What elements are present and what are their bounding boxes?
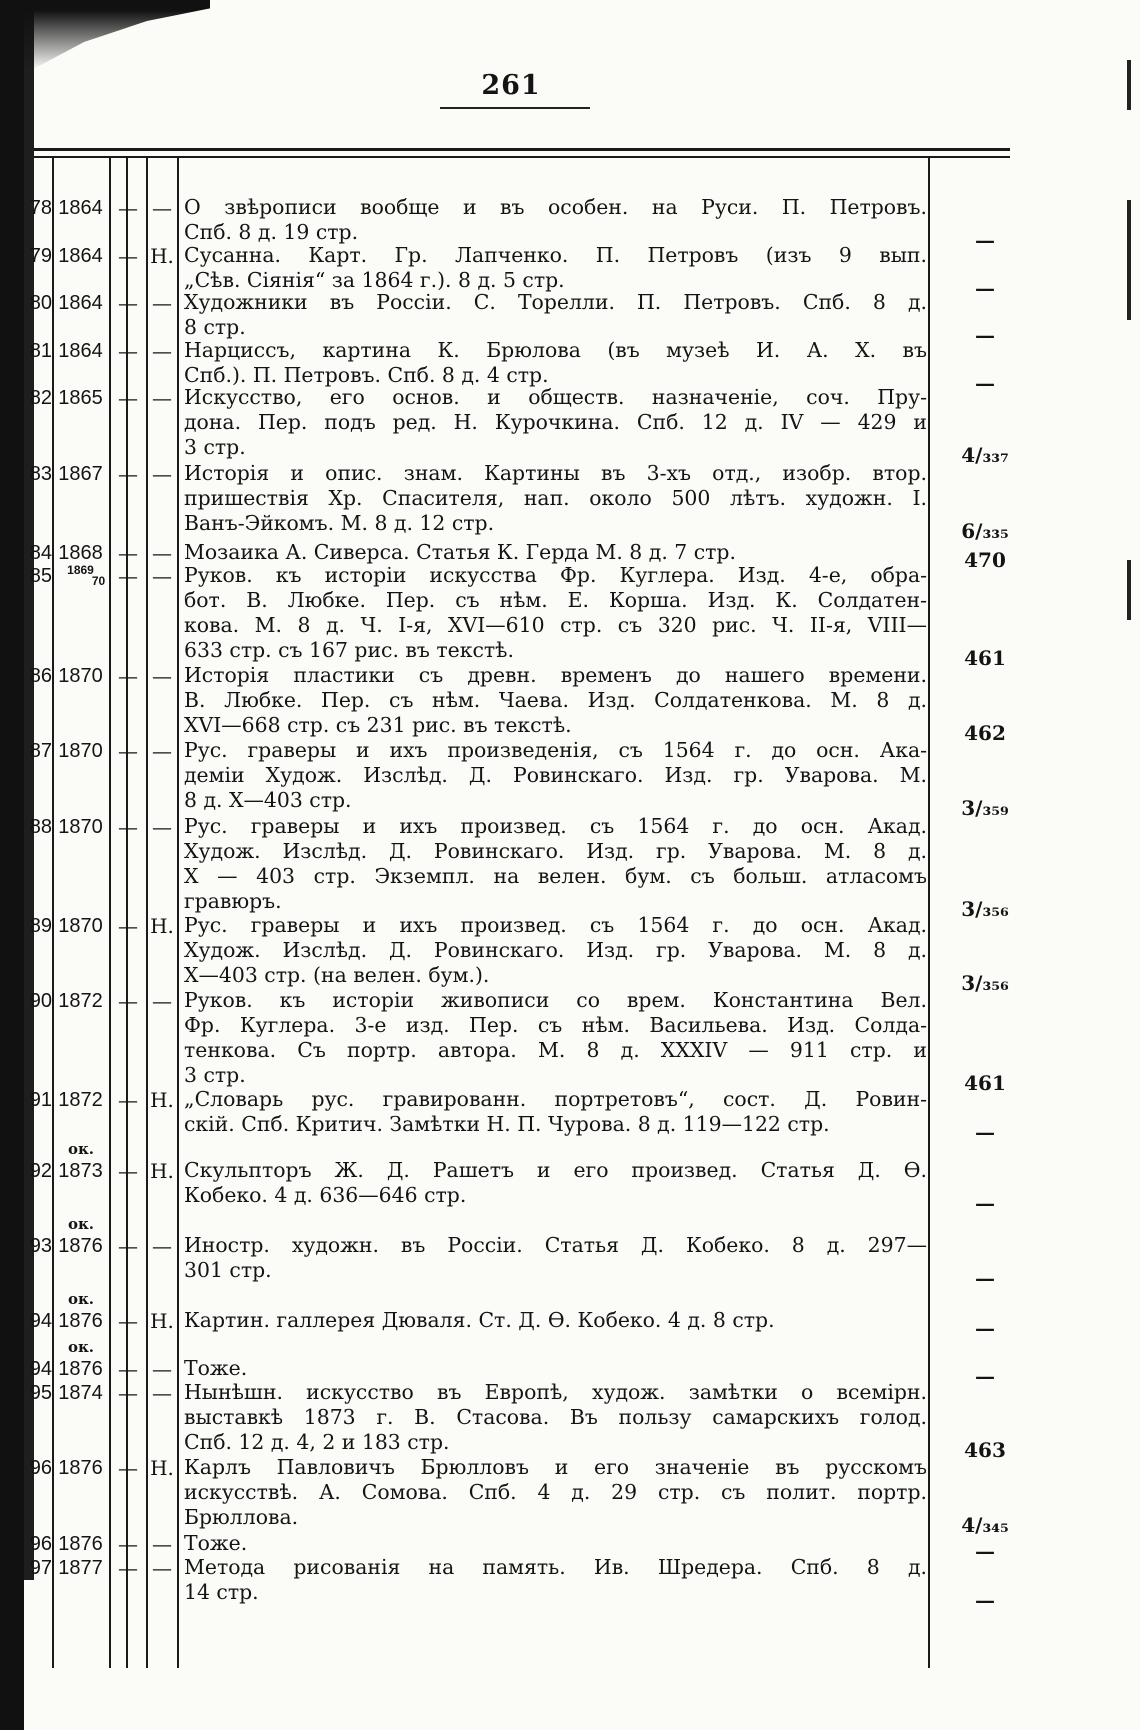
entry-year: 1864 xyxy=(58,292,103,314)
entry-flag-1: — xyxy=(118,1234,138,1258)
entry-number: 89 xyxy=(29,915,52,937)
entry-number: 78 xyxy=(29,197,52,219)
entry-flag-2: — xyxy=(152,339,172,363)
entry-year: 1870 xyxy=(58,740,103,762)
scan-speck xyxy=(1127,200,1131,320)
entry-number: 92 xyxy=(29,1160,52,1182)
entry-text xyxy=(184,385,927,460)
entry-text-line: 633 стр. съ 167 рис. въ текстѣ. xyxy=(184,638,514,662)
entry-text-line: выставкѣ 1873 г. В. Стасова. Въ пользу самарскихъ голод. xyxy=(184,1405,927,1429)
entry-text-line: XVI—668 стр. съ 231 рис. въ текстѣ. xyxy=(184,713,572,737)
entry-flag-2: — xyxy=(152,1532,172,1556)
entry-text-line: кова. М. 8 д. Ч. I-я, XVI—610 стр. съ 320 рис. Ч. II-я, VIII— xyxy=(184,613,927,637)
entry-price: — xyxy=(975,1191,995,1215)
entry-flag-2: — xyxy=(152,1357,172,1381)
entry-text-line: Фр. Куглера. 3-е изд. Пер. съ нѣм. Васильева. Изд. Солда- xyxy=(184,1013,927,1037)
header-rule-top xyxy=(34,148,1010,151)
entry-flag-1: — xyxy=(118,1381,138,1405)
entry-price: — xyxy=(975,1266,995,1290)
entry-number: 90 xyxy=(29,990,52,1012)
entry-text-line: Спб. 8 д. 19 стр. xyxy=(184,220,359,244)
entry-text-line: „Сѣв. Сіянія“ за 1864 г.). 8 д. 5 стр. xyxy=(184,268,565,292)
entry-text-line: Худож. Изслѣд. Д. Ровинскаго. Изд. гр. Уварова. М. 8 д. xyxy=(184,839,927,863)
entry-text-line: дона. Пер. подъ ред. Н. Курочкина. Спб. 12 д. IV — 429 и xyxy=(184,410,927,434)
entry-number: 88 xyxy=(29,816,52,838)
entry-price: — xyxy=(975,1588,995,1612)
entry-flag-1: — xyxy=(118,339,138,363)
year-note: ок. xyxy=(67,1215,95,1233)
entry-text-line: 8 стр. xyxy=(184,315,246,339)
entry-price: — xyxy=(975,1120,995,1144)
scan-edge-shadow-inner xyxy=(24,0,34,1580)
entry-text-line: Картин. галлерея Дюваля. Ст. Д. Ѳ. Кобеко. 4 д. 8 стр. xyxy=(184,1308,775,1332)
entry-number: 81 xyxy=(29,340,52,362)
entry-text xyxy=(184,1233,927,1283)
entry-text xyxy=(184,1158,927,1208)
entry-text xyxy=(184,563,927,663)
entry-flag-2: — xyxy=(152,291,172,315)
entry-price: 4/₃₃₇ xyxy=(961,443,1009,467)
entry-price: — xyxy=(975,1539,995,1563)
year-note: ок. xyxy=(67,1290,95,1308)
entry-price: — xyxy=(975,371,995,395)
entry-year: 1867 xyxy=(58,463,103,485)
entry-text-line: Кобеко. 4 д. 636—646 стр. xyxy=(184,1183,467,1207)
entry-flag-1: — xyxy=(118,1357,138,1381)
entry-text xyxy=(184,1455,927,1530)
entry-text-line: Нарциссъ, картина К. Брюлова (въ музеѣ И. А. Х. въ xyxy=(184,338,927,362)
entry-text-line: Мозаика А. Сиверса. Статья К. Герда М. 8 д. 7 стр. xyxy=(184,540,736,564)
entry-year: 1874 xyxy=(58,1382,103,1404)
entry-year: 1876 xyxy=(58,1457,103,1479)
entry-number: 86 xyxy=(29,665,52,687)
entry-year: 1865 xyxy=(58,387,103,409)
entry-year: 1870 xyxy=(58,915,103,937)
entry-year: 1864 xyxy=(58,197,103,219)
entry-flag-2: — xyxy=(152,739,172,763)
entry-number: 91 xyxy=(29,1089,52,1111)
entry-text-line: искусствѣ. А. Сомова. Спб. 4 д. 29 стр. съ полит. портр. xyxy=(184,1480,927,1504)
entry-price: — xyxy=(975,1364,995,1388)
entry-year: 1870 xyxy=(58,665,103,687)
entry-flag-2: — xyxy=(152,541,172,565)
entry-year: 1864 xyxy=(58,245,103,267)
entry-flag-1: — xyxy=(118,291,138,315)
entry-text xyxy=(184,1531,927,1556)
entry-text-line: деміи Худож. Изслѣд. Д. Ровинскаго. Изд. гр. Уварова. М. xyxy=(184,763,927,787)
entry-flag-2: — xyxy=(152,1381,172,1405)
entry-flag-1: — xyxy=(118,1456,138,1480)
header-rule-bottom xyxy=(34,156,1010,158)
entry-text xyxy=(184,290,927,340)
entry-year: 1872 xyxy=(58,1089,103,1111)
entry-number: 79 xyxy=(29,245,52,267)
entry-text-line: тенкова. Съ портр. автора. М. 8 д. XXXIV — 911 стр. и xyxy=(184,1038,927,1062)
entry-year: 1876 xyxy=(58,1310,103,1332)
entry-text xyxy=(184,1087,927,1137)
entry-text xyxy=(184,663,927,738)
entry-price: — xyxy=(975,1316,995,1340)
entry-flag-1: — xyxy=(118,1159,138,1183)
entry-text-line: Исторія пластики съ древн. временъ до нашего времени. xyxy=(184,663,927,687)
entry-flag-1: — xyxy=(118,1532,138,1556)
entry-flag-1: — xyxy=(118,1088,138,1112)
year-note: ок. xyxy=(67,1338,95,1356)
entry-text-line: Руков. къ исторіи живописи со врем. Константина Вел. xyxy=(184,988,927,1012)
entry-flag-1: — xyxy=(118,1556,138,1580)
entry-text-line: Скульпторъ Ж. Д. Рашетъ и его произвед. Статья Д. Ѳ. xyxy=(184,1158,927,1182)
entry-text-line: Тоже. xyxy=(184,1356,248,1380)
entry-year: 1870 xyxy=(58,816,103,838)
entry-price: 6/₃₃₅ xyxy=(961,519,1009,543)
entry-year: 1872 xyxy=(58,990,103,1012)
entry-flag-2: — xyxy=(152,815,172,839)
entry-price: 470 xyxy=(964,548,1006,572)
entry-text-line: Спб. 12 д. 4, 2 и 183 стр. xyxy=(184,1430,450,1454)
entry-number: 84 xyxy=(29,542,52,564)
entry-price: 3/₃₅₉ xyxy=(961,796,1009,820)
entry-number: 82 xyxy=(29,387,52,409)
entry-text xyxy=(184,338,927,388)
entry-flag-2: — xyxy=(152,1556,172,1580)
entry-flag-1: — xyxy=(118,541,138,565)
entry-number: 97 xyxy=(29,1557,52,1579)
entry-flag-2: Н. xyxy=(150,1159,174,1183)
entry-text-line: Искусство, его основ. и обществ. назначеніе, соч. Пру- xyxy=(184,385,927,409)
entry-text-line: Исторія и опис. знам. Картины въ 3-хъ отд., изобр. втор. xyxy=(184,461,927,485)
entry-text xyxy=(184,243,927,293)
entry-flag-1: — xyxy=(118,664,138,688)
entry-number: 96 xyxy=(29,1533,52,1555)
entry-text-line: Руков. къ исторіи искусства Фр. Куглера. Изд. 4-е, обра- xyxy=(184,563,927,587)
entry-text-line: 301 стр. xyxy=(184,1258,272,1282)
entry-flag-1: — xyxy=(118,244,138,268)
entry-text xyxy=(184,738,927,813)
entry-price: 463 xyxy=(964,1438,1006,1462)
entry-text-line: X — 403 стр. Экземпл. на велен. бум. съ больш. атласомъ xyxy=(184,864,927,888)
entry-number: 94 xyxy=(29,1358,52,1380)
entry-flag-2: — xyxy=(152,989,172,1013)
entry-text-line: О звѣрописи вообще и въ особен. на Руси. П. Петровъ. xyxy=(184,195,927,219)
entry-year: 1869 xyxy=(67,563,94,577)
entry-flag-2: — xyxy=(152,196,172,220)
entry-number: 95 xyxy=(29,1382,52,1404)
entry-price: 461 xyxy=(964,646,1006,670)
entry-number: 94 xyxy=(29,1310,52,1332)
entry-year: 1873 xyxy=(58,1160,103,1182)
entry-text-line: Ванъ-Эйкомъ. М. 8 д. 12 стр. xyxy=(184,511,495,535)
entry-text-line: бот. В. Любке. Пер. съ нѣм. Е. Корша. Изд. К. Солдатен- xyxy=(184,588,927,612)
entry-flag-2: Н. xyxy=(150,1309,174,1333)
entry-price: 462 xyxy=(964,721,1006,745)
column-rule-text xyxy=(928,158,930,1668)
entry-flag-2: Н. xyxy=(150,914,174,938)
entry-year-sub: 70 xyxy=(91,574,106,588)
entry-number: 87 xyxy=(29,740,52,762)
year-note: ок. xyxy=(67,1140,95,1158)
entry-text-line: гравюръ. xyxy=(184,889,282,913)
entry-price: 461 xyxy=(964,1071,1006,1095)
entry-price: — xyxy=(975,276,995,300)
scan-speck xyxy=(1127,560,1131,620)
entry-flag-1: — xyxy=(118,462,138,486)
entry-flag-2: — xyxy=(152,664,172,688)
entry-price: 4/₃₄₅ xyxy=(961,1513,1009,1537)
entry-price: 3/₃₅₆ xyxy=(961,897,1009,921)
page-number-rule xyxy=(440,107,590,109)
entry-year: 1876 xyxy=(58,1358,103,1380)
entry-text-line: Худож. Изслѣд. Д. Ровинскаго. Изд. гр. Уварова. М. 8 д. xyxy=(184,938,927,962)
entry-flag-2: — xyxy=(152,564,172,588)
entry-text-line: Рус. граверы и ихъ произведенія, съ 1564 г. до осн. Ака- xyxy=(184,738,927,762)
entry-text-line: Метода рисованія на память. Ив. Шредера. Спб. 8 д. xyxy=(184,1555,927,1579)
entry-text-line: 8 д. X—403 стр. xyxy=(184,788,352,812)
entry-text-line: скій. Спб. Критич. Замѣтки Н. П. Чурова. 8 д. 119—122 стр. xyxy=(184,1112,830,1136)
entry-text-line: Карлъ Павловичъ Брюлловъ и его значеніе въ русскомъ xyxy=(184,1455,927,1479)
entry-flag-1: — xyxy=(118,564,138,588)
entry-number: 96 xyxy=(29,1457,52,1479)
entry-text xyxy=(184,461,927,536)
entry-text-line: 14 стр. xyxy=(184,1580,259,1604)
entry-flag-2: Н. xyxy=(150,244,174,268)
entry-text xyxy=(184,913,927,988)
entry-flag-2: — xyxy=(152,386,172,410)
entry-price: — xyxy=(975,323,995,347)
entry-flag-2: Н. xyxy=(150,1456,174,1480)
entry-text xyxy=(184,1308,927,1333)
entry-flag-1: — xyxy=(118,989,138,1013)
entry-text-line: пришествія Хр. Спасителя, нап. около 500 лѣтъ. художн. I. xyxy=(184,486,927,510)
entry-text-line: Спб.). П. Петровъ. Спб. 8 д. 4 стр. xyxy=(184,363,549,387)
entry-year: 1864 xyxy=(58,340,103,362)
entry-text-line: Рус. граверы и ихъ произвед. съ 1564 г. до осн. Акад. xyxy=(184,913,927,937)
scan-speck xyxy=(1127,60,1131,110)
entry-flag-2: — xyxy=(152,462,172,486)
entry-flag-1: — xyxy=(118,1309,138,1333)
entry-number: 85 xyxy=(29,565,52,587)
entry-text-line: Нынѣшн. искусство въ Европѣ, худож. замѣтки о всемірн. xyxy=(184,1380,927,1404)
entry-year: 1868 xyxy=(58,542,103,564)
entry-number: 83 xyxy=(29,463,52,485)
entry-flag-2: — xyxy=(152,1234,172,1258)
entry-text-line: Художники въ Россіи. С. Торелли. П. Петровъ. Спб. 8 д. xyxy=(184,290,927,314)
entry-year: 1876 xyxy=(58,1533,103,1555)
entry-flag-2: Н. xyxy=(150,1088,174,1112)
entry-number: 93 xyxy=(29,1235,52,1257)
entry-text-line: Брюллова. xyxy=(184,1505,299,1529)
entry-text-line: 3 стр. xyxy=(184,435,246,459)
entry-year: 1876 xyxy=(58,1235,103,1257)
entry-flag-1: — xyxy=(118,386,138,410)
entry-flag-1: — xyxy=(118,196,138,220)
entry-text-line: 3 стр. xyxy=(184,1063,246,1087)
entry-text xyxy=(184,1380,927,1455)
entry-price: 3/₃₅₆ xyxy=(961,971,1009,995)
page-number: 261 xyxy=(481,70,541,101)
entry-text-line: Сусанна. Карт. Гр. Лапченко. П. Петровъ (изъ 9 вып. xyxy=(184,243,927,267)
entry-flag-1: — xyxy=(118,739,138,763)
entry-text-line: Тоже. xyxy=(184,1531,248,1555)
entry-text-line: Рус. граверы и ихъ произвед. съ 1564 г. до осн. Акад. xyxy=(184,814,927,838)
entry-text xyxy=(184,195,927,245)
entry-year: 1877 xyxy=(58,1557,103,1579)
entry-flag-1: — xyxy=(118,914,138,938)
entry-text xyxy=(184,814,927,914)
scan-corner-shadow xyxy=(0,0,210,70)
entry-text-line: X—403 стр. (на велен. бум.). xyxy=(184,963,490,987)
entry-flag-1: — xyxy=(118,815,138,839)
entry-text xyxy=(184,1356,927,1381)
entry-text-line: В. Любке. Пер. съ нѣм. Чаева. Изд. Солдатенкова. М. 8 д. xyxy=(184,688,927,712)
entry-number: 80 xyxy=(29,292,52,314)
entry-text xyxy=(184,540,927,565)
entry-text xyxy=(184,988,927,1088)
entry-price: — xyxy=(975,228,995,252)
entry-text-line: Иностр. художн. въ Россіи. Статья Д. Кобеко. 8 д. 297— xyxy=(184,1233,927,1257)
entry-text xyxy=(184,1555,927,1605)
entry-text-line: „Словарь рус. гравированн. портретовъ“, сост. Д. Ровин- xyxy=(184,1087,927,1111)
